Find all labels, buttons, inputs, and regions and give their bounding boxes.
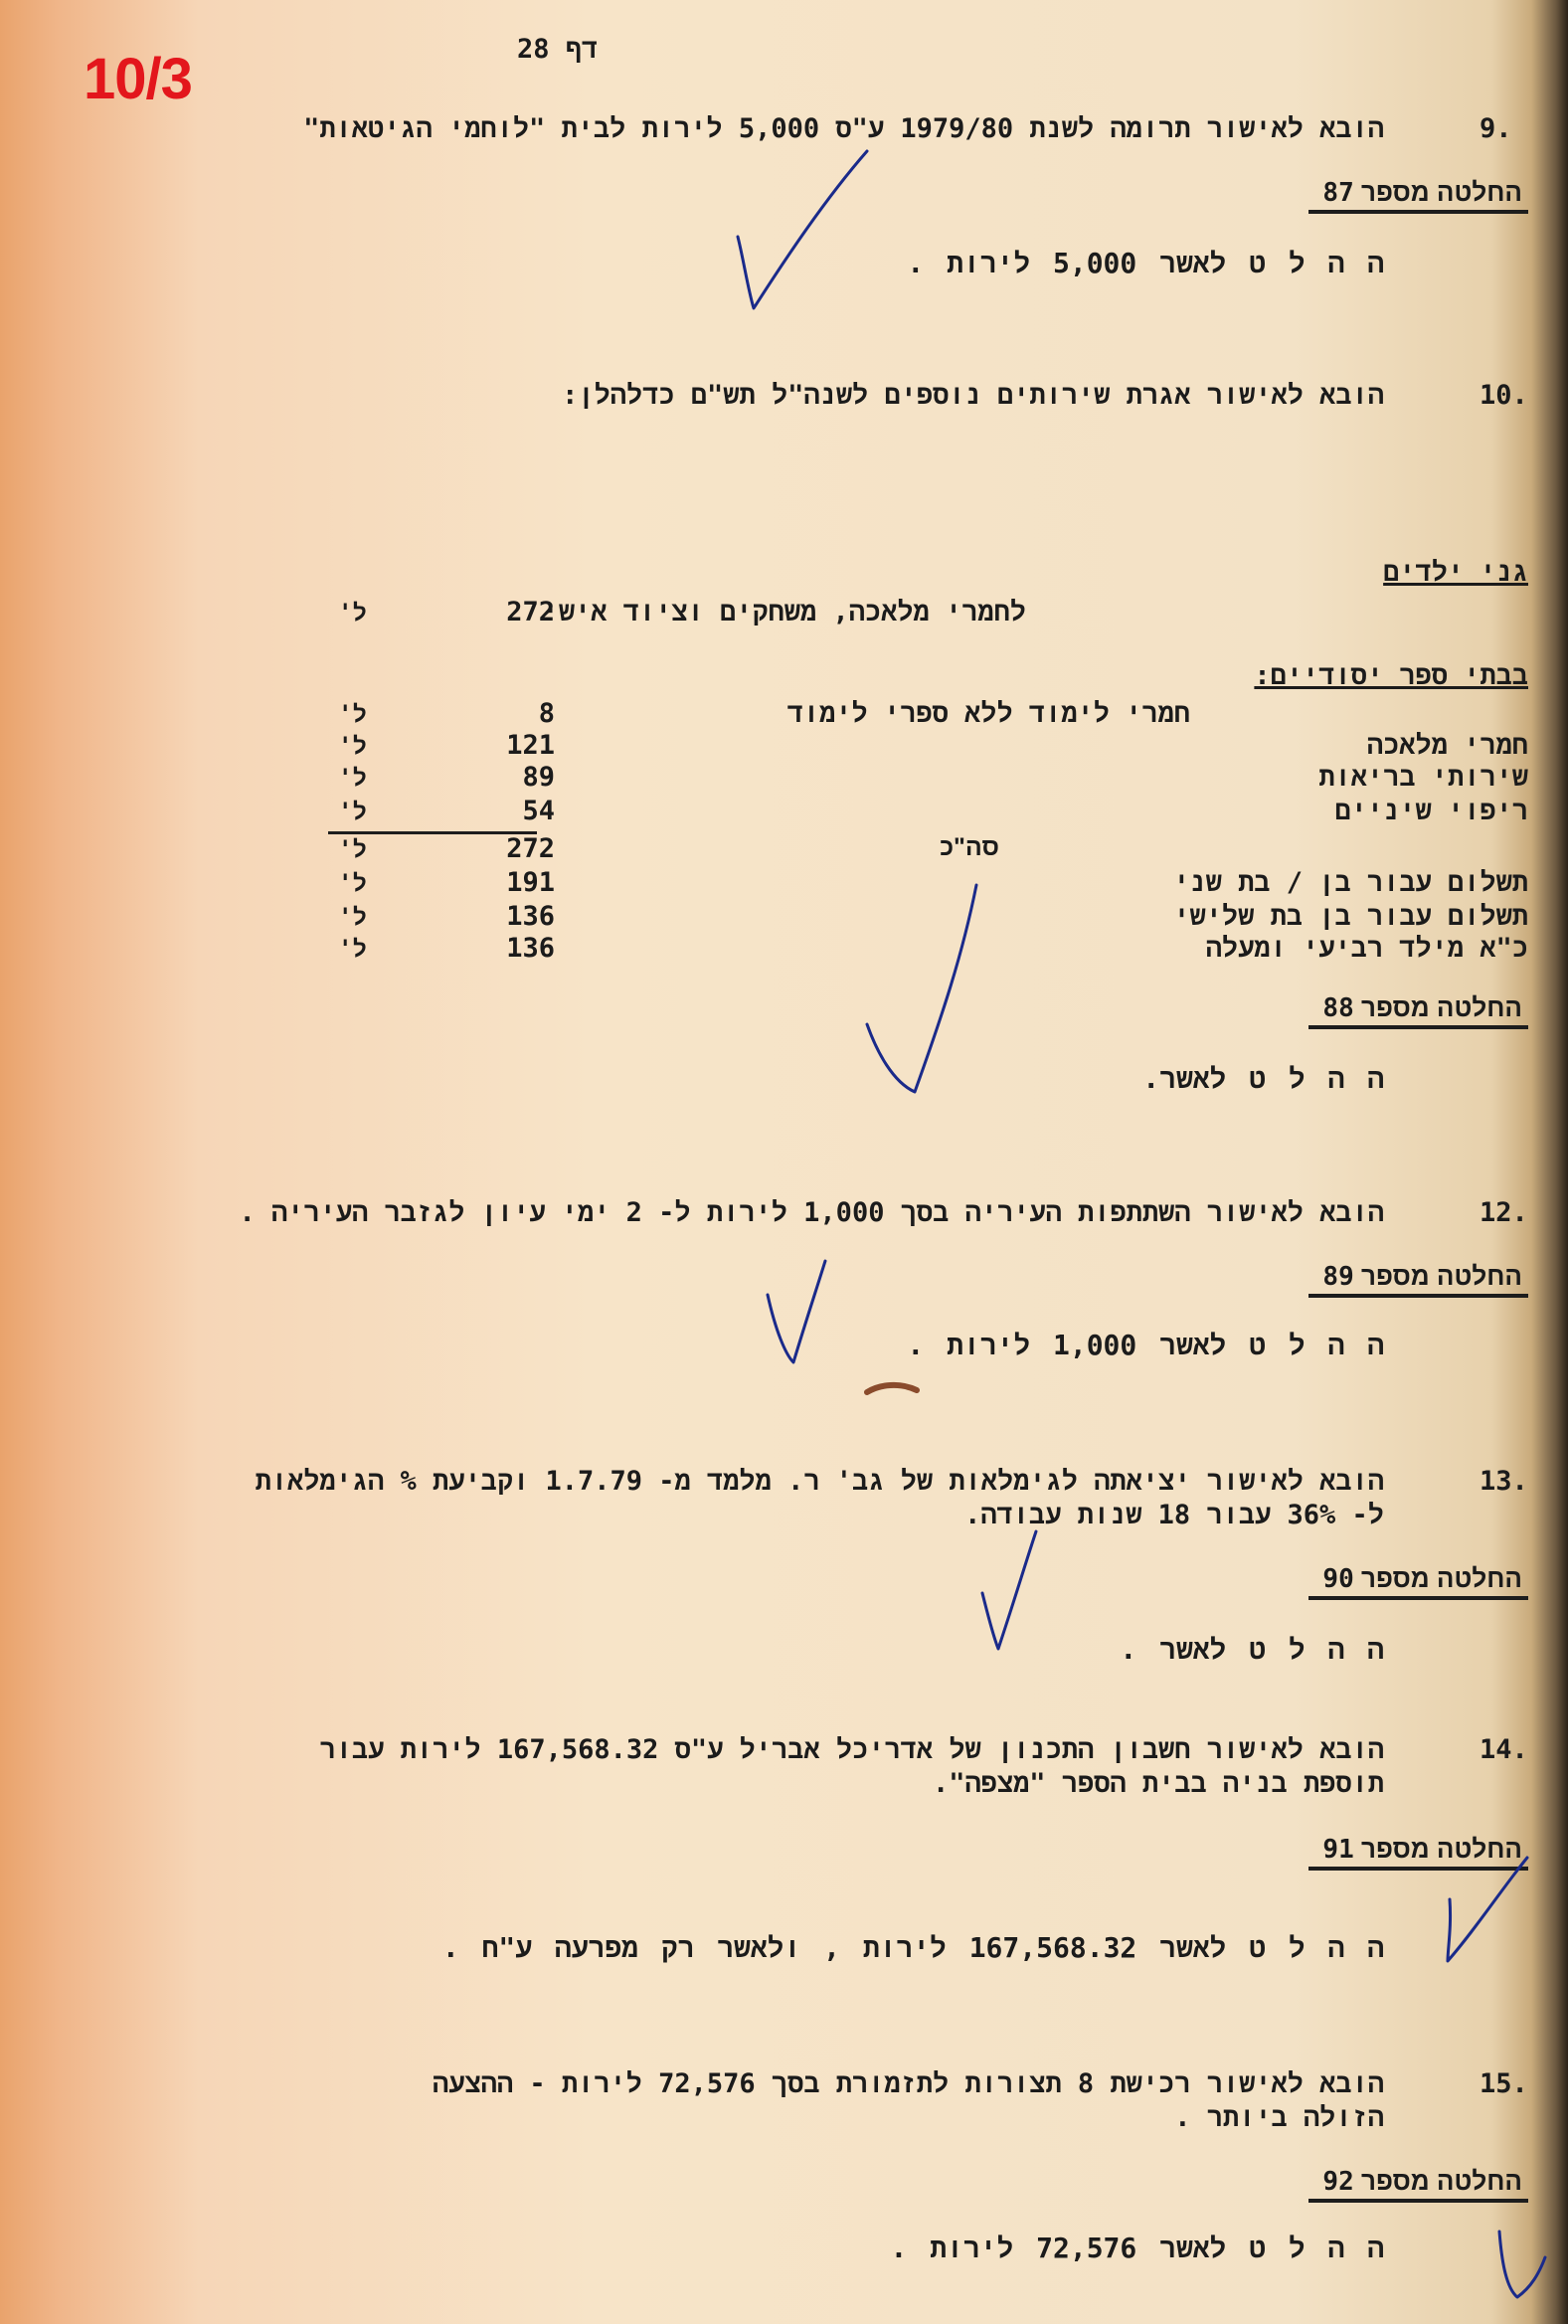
fee-amount: 191 — [506, 867, 555, 898]
decision-text: ה ה ל ט לאשר 167,568.32 לירות , ולאשר רק מפרעה ע"ח . — [441, 1931, 1384, 1964]
resolution-label — [1308, 992, 1528, 1029]
fee-amount: 272 — [506, 597, 555, 627]
resolution-label — [1308, 1834, 1528, 1871]
checkmark-icon — [982, 1531, 1036, 1649]
fee-label: לחמרי מלאכה, משחקים וציוד אישי — [542, 597, 1026, 627]
corner-mark: 10/3 — [84, 47, 192, 111]
item-text: תוספת בניה בבית הספר "מצפה". — [932, 1768, 1384, 1799]
item-text: הובא לאישור תרומה לשנת 1979/80 ע"ס 5,000 לירות לבית "לוחמי הגיטאות" — [303, 113, 1384, 144]
page-number-header: דף 28 — [517, 34, 599, 65]
resolution-title: החלטה מספר — [1360, 1261, 1522, 1291]
total-amount: 272 — [506, 833, 555, 864]
resolution-number: 91 — [1322, 1835, 1354, 1865]
fee-amount: 8 — [538, 698, 555, 729]
item-number: 13. — [1480, 1466, 1528, 1497]
schools-header: בבתי ספר יסודיים: — [1254, 660, 1528, 691]
checkmark-icon — [738, 151, 867, 308]
decision-text: ה ה ל ט לאשר. — [1142, 1062, 1384, 1095]
item-text: הובא לאישור רכישת 8 תצורות לתזמורת בסך 72,576 לירות - ההצעה — [433, 2068, 1384, 2099]
resolution-number: 88 — [1322, 993, 1354, 1023]
resolution-label — [1308, 2166, 1528, 2203]
decision-text: ה ה ל ט לאשר 1,000 לירות . — [907, 1329, 1384, 1361]
decision-text: ה ה ל ט לאשר 72,576 לירות . — [890, 2232, 1384, 2264]
item-number: 15. — [1480, 2068, 1528, 2099]
fee-label: ריפוי שיניים — [1334, 796, 1528, 826]
item-number: 10. — [1480, 380, 1528, 411]
resolution-title: החלטה מספר — [1360, 1563, 1522, 1593]
fee-label: תשלום עבור בן / בת שני — [1173, 867, 1528, 898]
resolution-title: החלטה מספר — [1360, 1834, 1522, 1864]
item-text: הובא לאישור השתתפות העיריה בסך 1,000 לירות ל- 2 ימי עיון לגזבר העיריה . — [239, 1197, 1384, 1228]
fee-label: תשלום עבור בן בת שלישי — [1173, 901, 1528, 932]
fee-amount: 89 — [522, 762, 555, 793]
resolution-title: החלטה מספר — [1360, 2166, 1522, 2196]
kindergarten-header: גני ילדים — [1383, 557, 1528, 588]
fee-unit: ל' — [338, 903, 367, 931]
item-text: הובא לאישור יציאתה לגימלאות של גב' ר. מלמד מ- 1.7.79 וקביעת % הגימלאות — [255, 1466, 1384, 1497]
decision-text: ה ה ל ט לאשר . — [1120, 1633, 1384, 1666]
fee-unit: ל' — [338, 835, 367, 863]
fee-amount: 136 — [506, 901, 555, 932]
fee-label: חמרי מלאכה — [1366, 730, 1528, 761]
item-number: 14. — [1480, 1734, 1528, 1765]
checkmark-icon — [768, 1261, 825, 1362]
fee-unit: ל' — [338, 869, 367, 897]
resolution-number: 89 — [1322, 1262, 1354, 1292]
fee-label: שירותי בריאות — [1318, 762, 1528, 793]
item-text: ל- 36% עבור 18 שנות עבודה. — [964, 1500, 1384, 1530]
fee-label: חמרי לימוד ללא ספרי לימוד — [786, 698, 1190, 729]
item-text: הובא לאישור חשבון התכנון של אדריכל אבריל ע"ס 167,568.32 לירות עבור — [319, 1734, 1384, 1765]
item-number: 12. — [1480, 1197, 1528, 1228]
resolution-number: 92 — [1322, 2167, 1354, 2197]
resolution-label — [1308, 1563, 1528, 1600]
checkmark-icon — [1499, 2232, 1545, 2297]
total-label: סה"כ — [940, 833, 999, 861]
decision-text: ה ה ל ט לאשר 5,000 לירות . — [907, 247, 1384, 279]
fee-unit: ל' — [338, 599, 367, 626]
fee-amount: 136 — [506, 933, 555, 964]
fee-unit: ל' — [338, 798, 367, 825]
fee-label: כ"א מילד רביעי ומעלה — [1205, 933, 1528, 964]
fee-unit: ל' — [338, 935, 367, 963]
fee-unit: ל' — [338, 732, 367, 760]
item-text: הובא לאישור אגרת שירותים נוספים לשנה"ל תש"ם כדלהלן: — [562, 380, 1384, 411]
resolution-number: 87 — [1322, 178, 1354, 208]
resolution-label — [1308, 177, 1528, 214]
resolution-title: החלטה מספר — [1360, 177, 1522, 207]
item-text: הזולה ביותר . — [1174, 2102, 1384, 2133]
fee-amount: 121 — [506, 730, 555, 761]
resolution-title: החלטה מספר — [1360, 992, 1522, 1022]
fee-unit: ל' — [338, 764, 367, 792]
checkmark-icon — [1448, 1858, 1527, 1961]
resolution-label — [1308, 1261, 1528, 1298]
checkmark-icon — [867, 885, 976, 1092]
fee-amount: 54 — [522, 796, 555, 826]
item-number: 9. — [1480, 113, 1512, 144]
ink-smudge — [867, 1385, 917, 1392]
resolution-number: 90 — [1322, 1564, 1354, 1594]
fee-unit: ל' — [338, 700, 367, 728]
